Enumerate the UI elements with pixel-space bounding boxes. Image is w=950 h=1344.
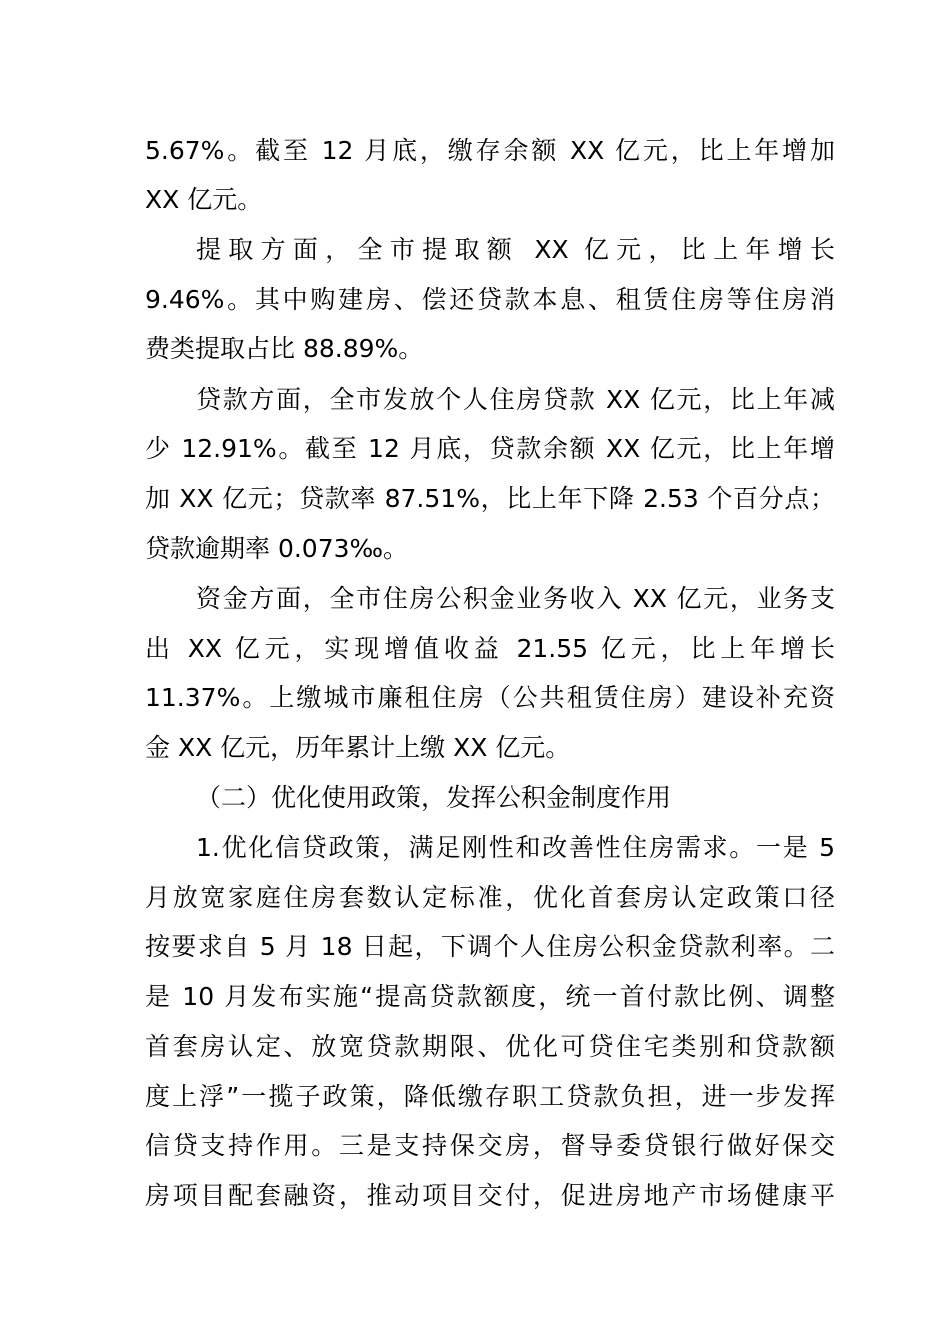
text-line-18: 是 10 月发布实施“提高贷款额度，统一首付款比例、调整 — [145, 982, 835, 1011]
text-line-3: 提取方面，全市提取额 XX 亿元，比上年增长 — [196, 235, 835, 264]
text-line-11: 出 XX 亿元，实现增值收益 21.55 亿元，比上年增长 — [145, 634, 835, 663]
text-line-6: 贷款方面，全市发放个人住房贷款 XX 亿元，比上年减 — [196, 385, 835, 414]
text-line-19: 首套房认定、放宽贷款期限、优化可贷住宅类别和贷款额 — [145, 1032, 835, 1061]
text-line-22: 房项目配套融资，推动项目交付，促进房地产市场健康平 — [145, 1181, 835, 1210]
text-line-5: 费类提取占比 88.89%。 — [145, 334, 424, 363]
text-line-13: 金 XX 亿元，历年累计上缴 XX 亿元。 — [145, 733, 571, 762]
text-line-8: 加 XX 亿元；贷款率 87.51%，比上年下降 2.53 个百分点； — [145, 484, 835, 513]
text-line-20: 度上浮”一揽子政策，降低缴存职工贷款负担，进一步发挥 — [145, 1082, 835, 1111]
section-heading: （二）优化使用政策，发挥公积金制度作用 — [196, 783, 672, 812]
text-line-9: 贷款逾期率 0.073‰。 — [145, 534, 409, 563]
text-line-10: 资金方面，全市住房公积金业务收入 XX 亿元，业务支 — [196, 584, 835, 613]
text-line-16: 月放宽家庭住房套数认定标准，优化首套房认定政策口径 — [145, 883, 835, 912]
text-line-7: 少 12.91%。截至 12 月底，贷款余额 XX 亿元，比上年增 — [145, 434, 835, 463]
text-line-21: 信贷支持作用。三是支持保交房，督导委贷银行做好保交 — [145, 1131, 835, 1160]
text-line-2: XX 亿元。 — [145, 185, 263, 214]
text-line-17: 按要求自 5 月 18 日起，下调个人住房公积金贷款利率。二 — [145, 932, 835, 961]
text-line-15: 1.优化信贷政策，满足刚性和改善性住房需求。一是 5 — [196, 833, 835, 862]
text-line-4: 9.46%。其中购建房、偿还贷款本息、租赁住房等住房消 — [145, 285, 835, 314]
text-line-1: 5.67%。截至 12 月底，缴存余额 XX 亿元，比上年增加 — [145, 136, 835, 165]
text-line-12: 11.37%。上缴城市廉租住房（公共租赁住房）建设补充资 — [145, 683, 835, 712]
